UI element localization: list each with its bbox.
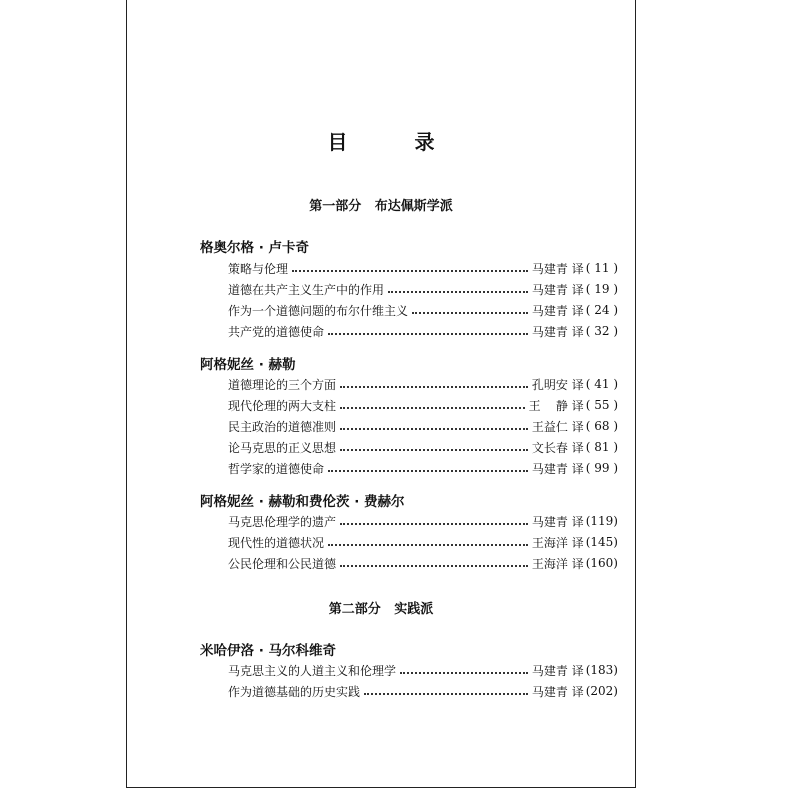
toc-entry — [228, 553, 618, 573]
section-author: 阿格妮丝 · 赫勒和费伦茨 · 费赫尔 — [200, 494, 405, 510]
entry-page-number: (183) — [585, 663, 618, 677]
leader-dots — [388, 290, 528, 293]
toc-entry — [228, 416, 618, 436]
entry-page-number: (202) — [585, 684, 618, 698]
toc-entry — [228, 511, 618, 531]
leader-dots — [328, 332, 528, 335]
section-author: 格奥尔格 · 卢卡奇 — [200, 240, 310, 256]
entry-page-number: (119) — [585, 514, 618, 528]
leader-dots — [340, 385, 528, 388]
part-heading: 第一部分 布达佩斯学派 — [309, 199, 453, 214]
entry-page-number: ( 41 ) — [585, 377, 618, 391]
toc-entry — [228, 681, 618, 701]
leader-dots — [364, 692, 528, 695]
entry-page-number: ( 55 ) — [585, 398, 618, 412]
entry-page-number: ( 99 ) — [585, 461, 618, 475]
toc-entry — [228, 321, 618, 341]
entry-translator: 马建青 译 — [531, 684, 584, 699]
toc-entry — [228, 258, 618, 278]
entry-title: 现代伦理的两大支柱 — [228, 398, 337, 413]
entry-translator: 马建青 译 — [531, 461, 584, 476]
leader-dots — [292, 269, 528, 272]
toc-entry — [228, 300, 618, 320]
entry-translator: 马建青 译 — [531, 324, 584, 339]
book-page — [126, 0, 636, 788]
entry-translator: 文长春 译 — [531, 440, 584, 455]
part-heading: 第二部分 实践派 — [328, 602, 434, 617]
entry-title: 现代性的道德状况 — [228, 535, 325, 550]
entry-translator: 马建青 译 — [531, 303, 584, 318]
leader-dots — [340, 564, 528, 567]
entry-translator: 马建青 译 — [531, 514, 584, 529]
entry-translator: 王海洋 译 — [531, 556, 584, 571]
leader-dots — [328, 469, 528, 472]
entry-page-number: (145) — [585, 535, 618, 549]
entry-translator: 王 静 译 — [528, 398, 584, 413]
entry-title: 道德在共产主义生产中的作用 — [228, 282, 385, 297]
toc-entry — [228, 395, 618, 415]
entry-translator: 王益仁 译 — [531, 419, 584, 434]
toc-entry — [228, 660, 618, 680]
leader-dots — [340, 522, 528, 525]
entry-title: 共产党的道德使命 — [228, 324, 325, 339]
leader-dots — [340, 427, 528, 430]
section-author: 阿格妮丝 · 赫勒 — [200, 357, 296, 373]
section-author: 米哈伊洛 · 马尔科维奇 — [200, 643, 337, 659]
leader-dots — [412, 311, 528, 314]
toc-entry — [228, 437, 618, 457]
leader-dots — [400, 671, 528, 674]
toc-entry — [228, 458, 618, 478]
entry-translator: 孔明安 译 — [531, 377, 584, 392]
entry-title: 作为一个道德问题的布尔什维主义 — [228, 303, 409, 318]
entry-title: 马克思伦理学的遗产 — [228, 514, 337, 529]
leader-dots — [340, 406, 525, 409]
entry-title: 民主政治的道德准则 — [228, 419, 337, 434]
entry-page-number: ( 32 ) — [585, 324, 618, 338]
entry-page-number: ( 68 ) — [585, 419, 618, 433]
toc-entry — [228, 532, 618, 552]
toc-entry — [228, 279, 618, 299]
entry-translator: 王海洋 译 — [531, 535, 584, 550]
entry-page-number: ( 11 ) — [585, 261, 618, 275]
entry-page-number: (160) — [585, 556, 618, 570]
entry-page-number: ( 24 ) — [585, 303, 618, 317]
entry-page-number: ( 19 ) — [585, 282, 618, 296]
toc-title: 目 录 — [327, 130, 465, 154]
entry-title: 作为道德基础的历史实践 — [228, 684, 361, 699]
toc-entry — [228, 374, 618, 394]
entry-title: 策略与伦理 — [228, 261, 289, 276]
leader-dots — [340, 448, 528, 451]
entry-translator: 马建青 译 — [531, 663, 584, 678]
entry-title: 论马克思的正义思想 — [228, 440, 337, 455]
entry-title: 公民伦理和公民道德 — [228, 556, 337, 571]
leader-dots — [328, 543, 528, 546]
entry-translator: 马建青 译 — [531, 261, 584, 276]
entry-title: 道德理论的三个方面 — [228, 377, 337, 392]
entry-translator: 马建青 译 — [531, 282, 584, 297]
entry-title: 哲学家的道德使命 — [228, 461, 325, 476]
entry-page-number: ( 81 ) — [585, 440, 618, 454]
entry-title: 马克思主义的人道主义和伦理学 — [228, 663, 397, 678]
